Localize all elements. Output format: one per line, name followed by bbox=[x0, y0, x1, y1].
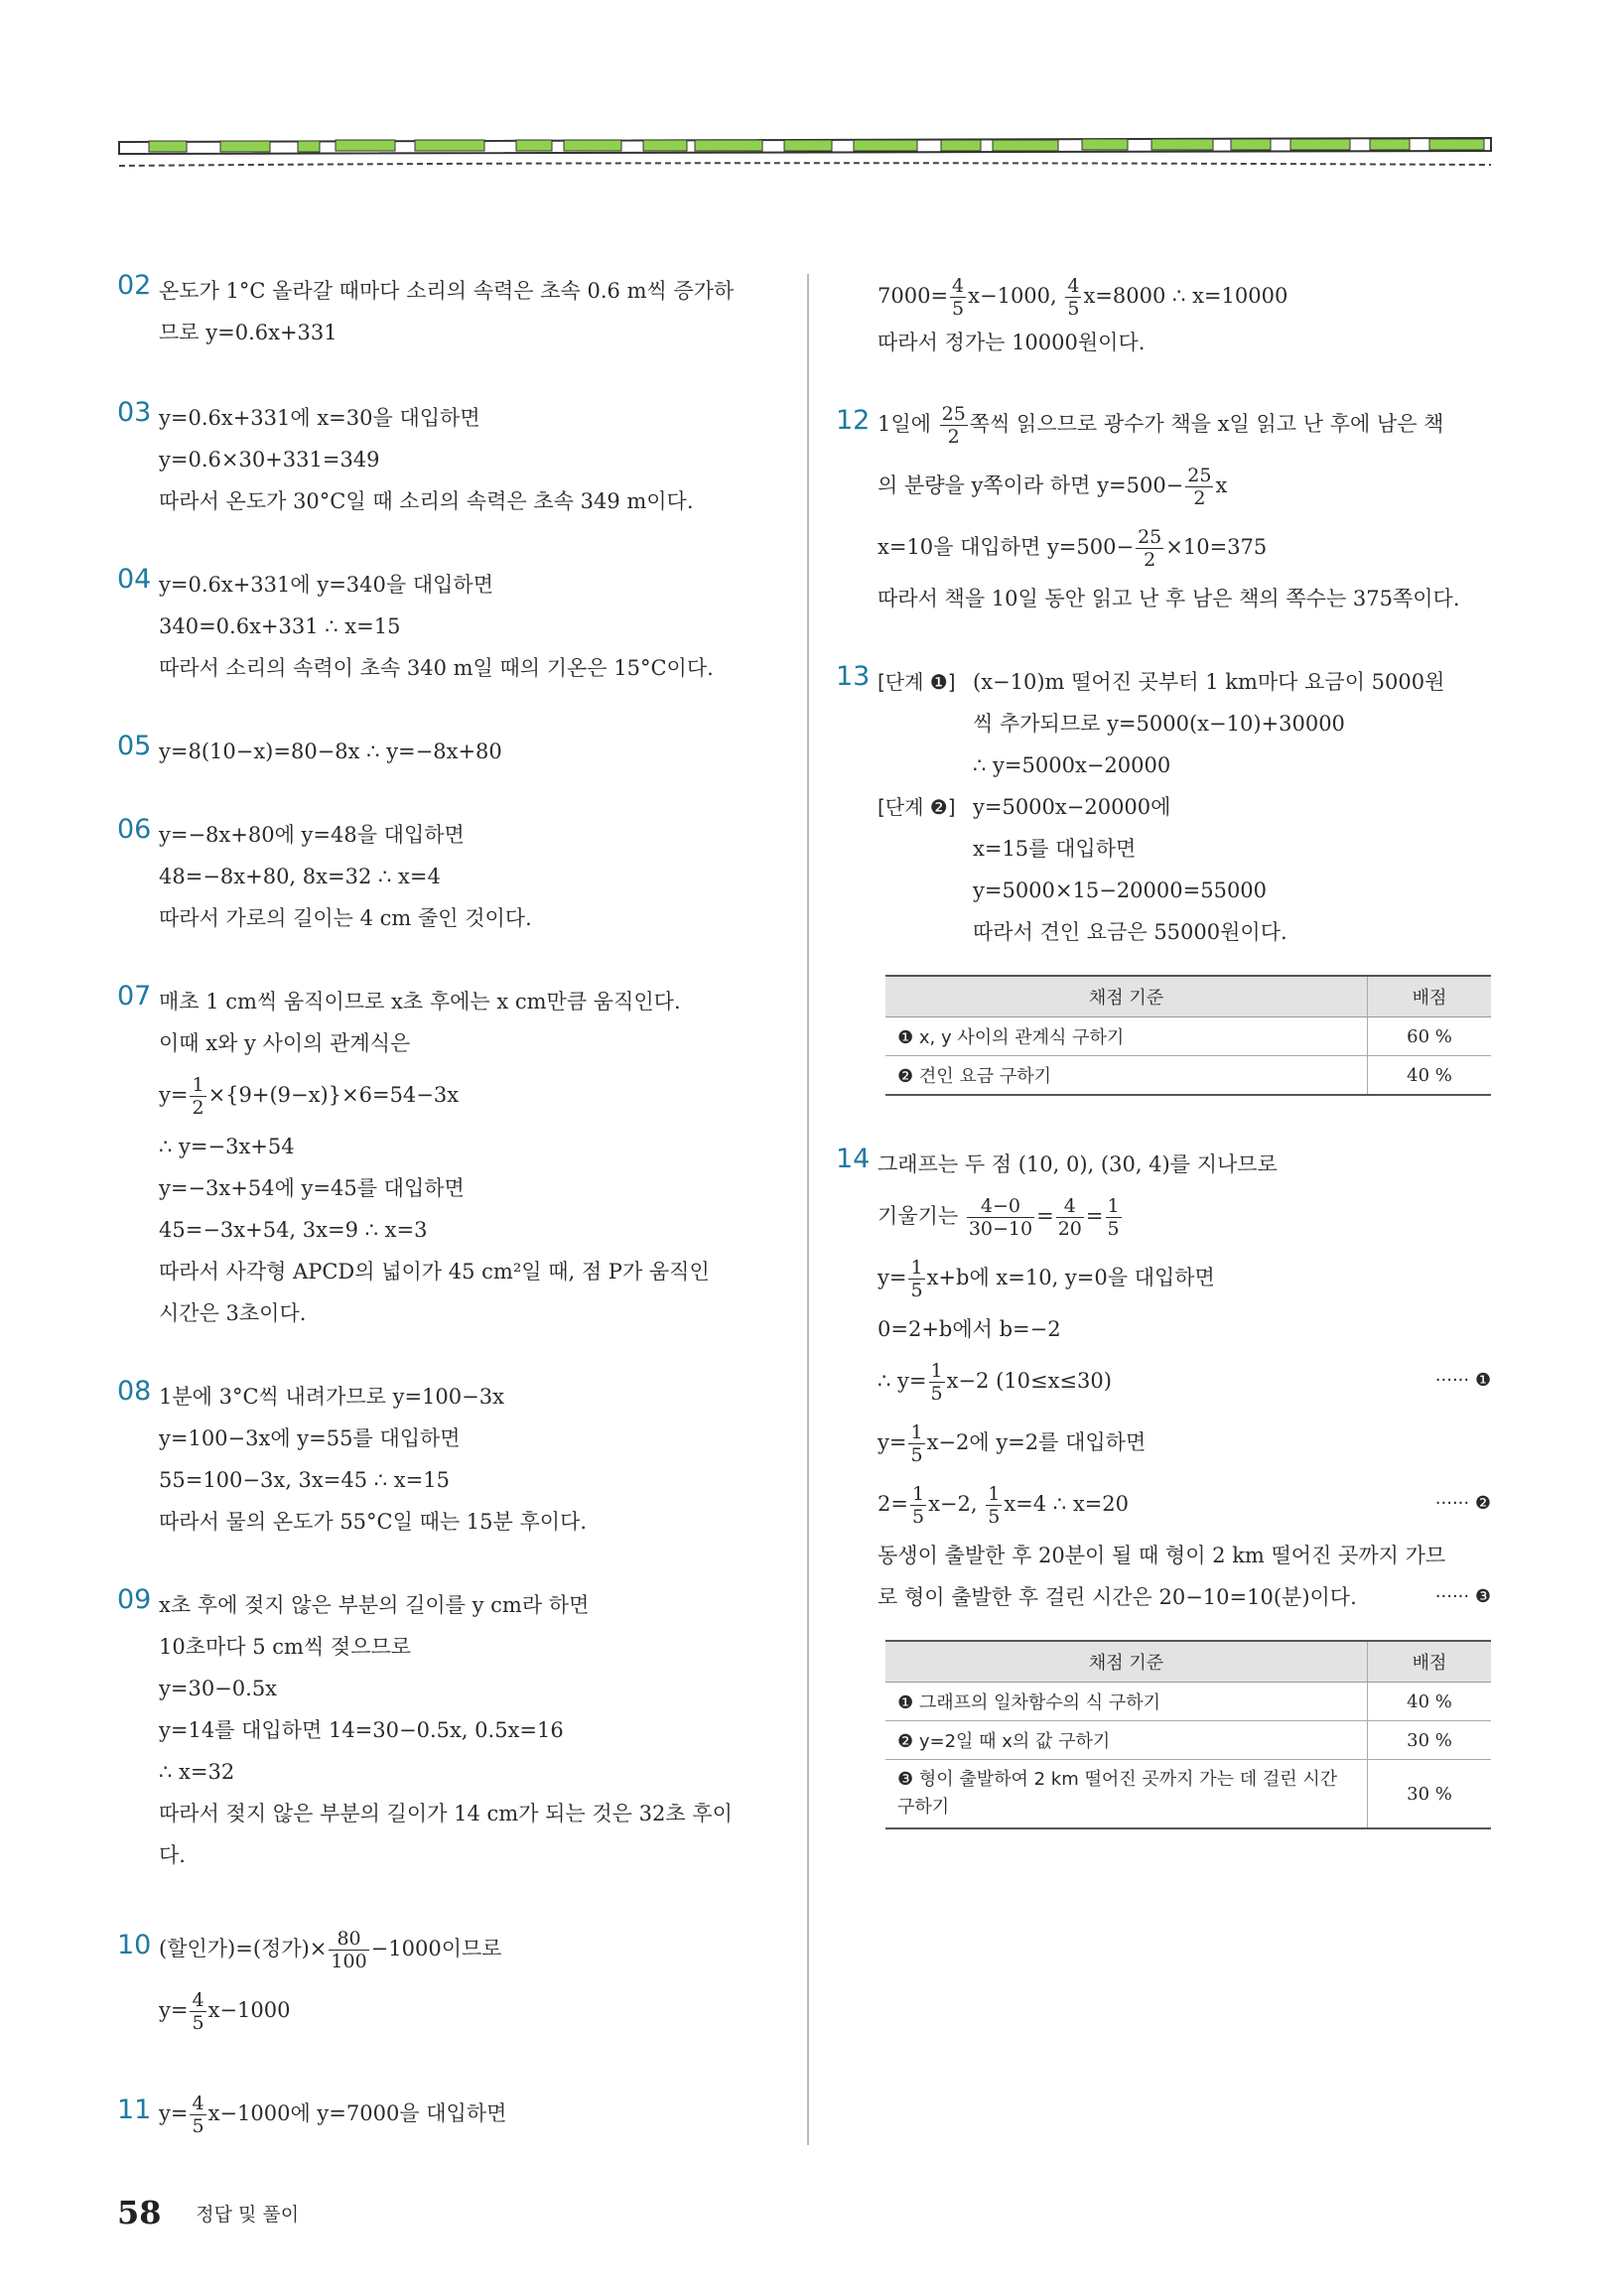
math-text: ×{9+(9−x)}×6=54−3x bbox=[207, 1083, 460, 1107]
math-text: x=8000 ∴ x=10000 bbox=[1083, 284, 1288, 308]
table-row bbox=[885, 1760, 1491, 1829]
math-text: ×10=375 bbox=[1165, 535, 1268, 559]
numerator: 1 bbox=[911, 1483, 925, 1505]
solution-line bbox=[878, 1473, 1491, 1535]
math-text: 쪽씩 읽으므로 광수가 책을 x일 읽고 난 후에 남은 책 bbox=[969, 412, 1444, 436]
denominator: 2 bbox=[1193, 487, 1206, 509]
problem-number: 11 bbox=[117, 2094, 152, 2125]
solution-line: 따라서 가로의 길이는 4 cm 줄인 것이다. bbox=[159, 906, 532, 930]
fraction bbox=[190, 2093, 205, 2137]
numerator: 1 bbox=[910, 1257, 923, 1279]
fraction bbox=[1136, 526, 1163, 571]
solution-line bbox=[878, 661, 1491, 703]
solution-line: 45=−3x+54, 3x=9 ∴ x=3 bbox=[159, 1218, 428, 1242]
fraction bbox=[910, 1483, 926, 1528]
solution-line: y=0.6x+331에 x=30을 대입하면 bbox=[159, 406, 480, 430]
math-text: x bbox=[1215, 473, 1228, 497]
solution-line bbox=[159, 2083, 777, 2144]
table-row bbox=[885, 1017, 1491, 1056]
numerator: 1 bbox=[1107, 1195, 1120, 1217]
solution-line: x=15를 대입하면 bbox=[973, 837, 1137, 861]
solution-line: 이때 x와 y 사이의 관계식은 bbox=[159, 1031, 411, 1055]
denominator: 30−10 bbox=[968, 1218, 1033, 1240]
problem-number: 03 bbox=[117, 397, 152, 428]
solution-line bbox=[878, 786, 1491, 828]
problem-13 bbox=[836, 661, 1491, 953]
solution-line: 온도가 1°C 올라갈 때마다 소리의 속력은 초속 0.6 m씩 증가하 bbox=[159, 279, 735, 303]
math-text: 1일에 bbox=[878, 412, 938, 436]
grading-table-14 bbox=[885, 1640, 1491, 1829]
left-column bbox=[117, 270, 777, 2144]
criteria-header: 채점 기준 bbox=[885, 976, 1368, 1017]
table-header-row bbox=[885, 976, 1491, 1017]
solution-line: 0=2+b에서 b=−2 bbox=[878, 1317, 1061, 1341]
criteria-header: 채점 기준 bbox=[885, 1641, 1368, 1683]
fraction bbox=[1056, 1195, 1084, 1240]
math-text: = bbox=[1036, 1204, 1054, 1228]
denominator: 2 bbox=[192, 1097, 204, 1119]
page-number: 58 bbox=[117, 2194, 162, 2231]
problem-09 bbox=[117, 1584, 777, 1876]
math-text: x=10을 대입하면 y=500− bbox=[878, 535, 1135, 559]
denominator: 2 bbox=[947, 426, 960, 448]
fraction bbox=[940, 403, 968, 448]
solution-line: 그래프는 두 점 (10, 0), (30, 4)를 지나므로 bbox=[878, 1152, 1278, 1176]
math-text: x−2, bbox=[928, 1492, 985, 1516]
solution-line bbox=[878, 516, 1491, 578]
math-text: x−2 (10≤x≤30) bbox=[946, 1369, 1112, 1393]
column-divider bbox=[807, 274, 809, 2145]
page-footer bbox=[117, 2194, 299, 2231]
denominator: 5 bbox=[911, 1506, 925, 1528]
step-marker: ······ ❶ bbox=[1434, 1370, 1491, 1391]
header-decoration bbox=[0, 0, 1624, 199]
criteria-cell: ❶ 그래프의 일차함수의 식 구하기 bbox=[885, 1683, 1368, 1721]
problem-number: 10 bbox=[117, 1930, 152, 1960]
problem-06 bbox=[117, 814, 777, 939]
math-text: = bbox=[1085, 1204, 1104, 1228]
problem-number: 12 bbox=[836, 405, 871, 436]
math-text: 의 분량을 y쪽이라 하면 y=500− bbox=[878, 473, 1184, 497]
math-text: 기울기는 bbox=[878, 1204, 965, 1228]
solution-line bbox=[159, 1918, 777, 1979]
points-cell: 60 % bbox=[1368, 1017, 1492, 1056]
solution-line: y=14를 대입하면 14=30−0.5x, 0.5x=16 bbox=[159, 1718, 564, 1742]
math-text: (x−10)m 떨어진 곳부터 1 km마다 요금이 5000원 bbox=[973, 670, 1445, 694]
solution-line bbox=[878, 455, 1491, 516]
solution-line: y=5000×15−20000=55000 bbox=[973, 878, 1268, 902]
solution-line: 48=−8x+80, 8x=32 ∴ x=4 bbox=[159, 865, 441, 888]
fraction bbox=[967, 1195, 1034, 1240]
solution-line: y=−8x+80에 y=48을 대입하면 bbox=[159, 823, 465, 847]
numerator: 25 bbox=[1187, 465, 1212, 486]
problem-02 bbox=[117, 270, 777, 355]
fraction bbox=[1065, 275, 1081, 320]
denominator: 5 bbox=[192, 2115, 204, 2137]
math-text: 로 형이 출발한 후 걸린 시간은 20−10=10(분)이다. bbox=[878, 1585, 1357, 1609]
solution-line: 따라서 견인 요금은 55000원이다. bbox=[973, 920, 1287, 944]
denominator: 20 bbox=[1057, 1218, 1082, 1240]
math-text: y= bbox=[159, 1998, 189, 2022]
math-text: x=4 ∴ x=20 bbox=[1004, 1492, 1129, 1516]
numerator: 80 bbox=[329, 1928, 368, 1951]
solution-line bbox=[878, 1412, 1491, 1473]
solution-line: 다. bbox=[159, 1843, 186, 1867]
problem-number: 13 bbox=[836, 661, 871, 692]
fraction bbox=[929, 1360, 945, 1405]
fraction bbox=[986, 1483, 1002, 1528]
problem-07 bbox=[117, 981, 777, 1334]
math-text: x−1000 bbox=[207, 1998, 291, 2022]
table-row bbox=[885, 1683, 1491, 1721]
numerator: 4 bbox=[952, 275, 965, 297]
table-row bbox=[885, 1056, 1491, 1096]
math-text: y= bbox=[159, 1083, 189, 1107]
solution-line: 1분에 3°C씩 내려가므로 y=100−3x bbox=[159, 1385, 504, 1409]
fraction bbox=[908, 1421, 924, 1466]
solution-line: 시간은 3초이다. bbox=[159, 1301, 307, 1325]
solution-line bbox=[878, 1247, 1491, 1308]
problem-11 bbox=[117, 2083, 777, 2144]
problem-number: 08 bbox=[117, 1376, 152, 1407]
solution-line: ∴ y=−3x+54 bbox=[159, 1135, 295, 1158]
problem-number: 05 bbox=[117, 731, 152, 761]
solution-line: 따라서 사각형 APCD의 넓이가 45 cm²일 때, 점 P가 움직인 bbox=[159, 1260, 710, 1283]
denominator: 100 bbox=[331, 1951, 367, 1972]
criteria-cell: ❸ 형이 출발하여 2 km 떨어진 곳까지 가는 데 걸린 시간 구하기 bbox=[885, 1760, 1368, 1829]
problem-number: 07 bbox=[117, 981, 152, 1012]
numerator: 25 bbox=[941, 403, 966, 425]
math-text: x−1000에 y=7000을 대입하면 bbox=[207, 2101, 507, 2125]
problem-05 bbox=[117, 731, 777, 772]
problem-14 bbox=[836, 1144, 1491, 1618]
problem-number: 14 bbox=[836, 1144, 871, 1174]
denominator: 5 bbox=[1107, 1218, 1120, 1240]
numerator: 4 bbox=[192, 1989, 204, 2011]
step-marker: ······ ❷ bbox=[1434, 1493, 1491, 1514]
points-cell: 30 % bbox=[1368, 1760, 1492, 1829]
solution-line: 매초 1 cm씩 움직이므로 x초 후에는 x cm만큼 움직인다. bbox=[159, 990, 681, 1013]
numerator: 1 bbox=[988, 1483, 1001, 1505]
numerator: 25 bbox=[1138, 526, 1162, 548]
math-text: x−1000, bbox=[968, 284, 1064, 308]
criteria-cell: ❷ y=2일 때 x의 값 구하기 bbox=[885, 1721, 1368, 1760]
denominator: 5 bbox=[988, 1506, 1001, 1528]
solution-line: y=0.6x+331에 y=340을 대입하면 bbox=[159, 573, 493, 597]
problem-08 bbox=[117, 1376, 777, 1543]
step-label: [단계 ❷] bbox=[878, 795, 956, 819]
solution-line: y=−3x+54에 y=45를 대입하면 bbox=[159, 1176, 465, 1200]
solution-line bbox=[878, 1576, 1491, 1618]
problem-11-continued bbox=[836, 270, 1491, 363]
solution-line: 340=0.6x+331 ∴ x=15 bbox=[159, 614, 401, 638]
math-text: ∴ y= bbox=[878, 1369, 927, 1393]
solution-line: y=100−3x에 y=55를 대입하면 bbox=[159, 1426, 461, 1450]
solution-line: x초 후에 젖지 않은 부분의 길이를 y cm라 하면 bbox=[159, 1593, 590, 1617]
math-text: x−2에 y=2를 대입하면 bbox=[926, 1430, 1147, 1454]
solution-line bbox=[159, 1979, 777, 2041]
solution-line: 따라서 책을 10일 동안 읽고 난 후 남은 책의 쪽수는 375쪽이다. bbox=[878, 587, 1460, 610]
math-text: 2= bbox=[878, 1492, 908, 1516]
footer-label: 정답 및 풀이 bbox=[196, 2203, 300, 2226]
numerator: 1 bbox=[192, 1074, 204, 1096]
fraction bbox=[190, 1074, 205, 1119]
solution-line: 따라서 온도가 30°C일 때 소리의 속력은 초속 349 m이다. bbox=[159, 489, 694, 513]
denominator: 5 bbox=[1067, 298, 1080, 320]
criteria-cell: ❶ x, y 사이의 관계식 구하기 bbox=[885, 1017, 1368, 1056]
problem-number: 02 bbox=[117, 270, 152, 301]
step-marker: ······ ❸ bbox=[1434, 1586, 1491, 1607]
points-header: 배점 bbox=[1368, 976, 1492, 1017]
points-cell: 40 % bbox=[1368, 1683, 1492, 1721]
solution-line: y=0.6×30+331=349 bbox=[159, 448, 380, 472]
denominator: 5 bbox=[952, 298, 965, 320]
solution-line bbox=[878, 1350, 1491, 1412]
points-header: 배점 bbox=[1368, 1641, 1492, 1683]
solution-line: 동생이 출발한 후 20분이 될 때 형이 2 km 떨어진 곳까지 가므 bbox=[878, 1544, 1446, 1567]
math-text: y= bbox=[878, 1430, 907, 1454]
points-cell: 30 % bbox=[1368, 1721, 1492, 1760]
numerator: 4 bbox=[1056, 1195, 1084, 1218]
problem-12 bbox=[836, 393, 1491, 619]
fraction bbox=[908, 1257, 924, 1301]
solution-line bbox=[878, 393, 1491, 455]
math-text: y=5000x−20000에 bbox=[973, 795, 1171, 819]
points-cell: 40 % bbox=[1368, 1056, 1492, 1096]
table-row bbox=[885, 1721, 1491, 1760]
fraction bbox=[1185, 465, 1213, 509]
solution-line: 55=100−3x, 3x=45 ∴ x=15 bbox=[159, 1468, 450, 1492]
solution-line: 따라서 물의 온도가 55°C일 때는 15분 후이다. bbox=[159, 1510, 588, 1534]
denominator: 5 bbox=[910, 1280, 923, 1301]
solution-line: y=8(10−x)=80−8x ∴ y=−8x+80 bbox=[159, 740, 502, 763]
solution-line bbox=[159, 1064, 777, 1126]
math-text: y= bbox=[878, 1266, 907, 1289]
problem-03 bbox=[117, 397, 777, 522]
criteria-cell: ❷ 견인 요금 구하기 bbox=[885, 1056, 1368, 1096]
solution-line: 므로 y=0.6x+331 bbox=[159, 321, 338, 344]
solution-line: 따라서 정가는 10000원이다. bbox=[878, 331, 1146, 354]
denominator: 5 bbox=[192, 2012, 204, 2034]
step-label: [단계 ❶] bbox=[878, 670, 956, 694]
denominator: 2 bbox=[1144, 549, 1156, 571]
solution-line: 10초마다 5 cm씩 젖으므로 bbox=[159, 1635, 412, 1659]
numerator: 1 bbox=[930, 1360, 943, 1382]
numerator: 4−0 bbox=[967, 1195, 1034, 1218]
fraction bbox=[190, 1989, 205, 2034]
problem-number: 09 bbox=[117, 1584, 152, 1615]
fraction bbox=[950, 275, 966, 320]
math-text: −1000이므로 bbox=[370, 1937, 502, 1960]
solution-line: 씩 추가되므로 y=5000(x−10)+30000 bbox=[973, 712, 1345, 736]
fraction bbox=[329, 1928, 368, 1972]
denominator: 5 bbox=[910, 1444, 923, 1466]
numerator: 4 bbox=[1067, 275, 1080, 297]
problem-number: 06 bbox=[117, 814, 152, 845]
problem-10 bbox=[117, 1918, 777, 2041]
numerator: 4 bbox=[192, 2093, 204, 2114]
solution-line: ∴ x=32 bbox=[159, 1760, 235, 1784]
fraction bbox=[1106, 1195, 1122, 1240]
right-column bbox=[836, 270, 1491, 1829]
solution-line bbox=[878, 270, 1491, 322]
problem-04 bbox=[117, 564, 777, 689]
solution-line: ∴ y=5000x−20000 bbox=[973, 753, 1171, 777]
table-header-row bbox=[885, 1641, 1491, 1683]
numerator: 1 bbox=[910, 1421, 923, 1443]
math-text: (할인가)=(정가)× bbox=[159, 1937, 328, 1960]
solution-line: y=30−0.5x bbox=[159, 1677, 278, 1700]
solution-line bbox=[878, 1185, 1491, 1247]
denominator: 5 bbox=[930, 1383, 943, 1405]
problem-number: 04 bbox=[117, 564, 152, 595]
math-text: x+b에 x=10, y=0을 대입하면 bbox=[926, 1266, 1215, 1289]
math-text: y= bbox=[159, 2101, 189, 2125]
grading-table-13 bbox=[885, 975, 1491, 1096]
math-text: 7000= bbox=[878, 284, 949, 308]
solution-line: 따라서 소리의 속력이 초속 340 m일 때의 기온은 15°C이다. bbox=[159, 656, 714, 680]
solution-line: 따라서 젖지 않은 부분의 길이가 14 cm가 되는 것은 32초 후이 bbox=[159, 1802, 733, 1825]
